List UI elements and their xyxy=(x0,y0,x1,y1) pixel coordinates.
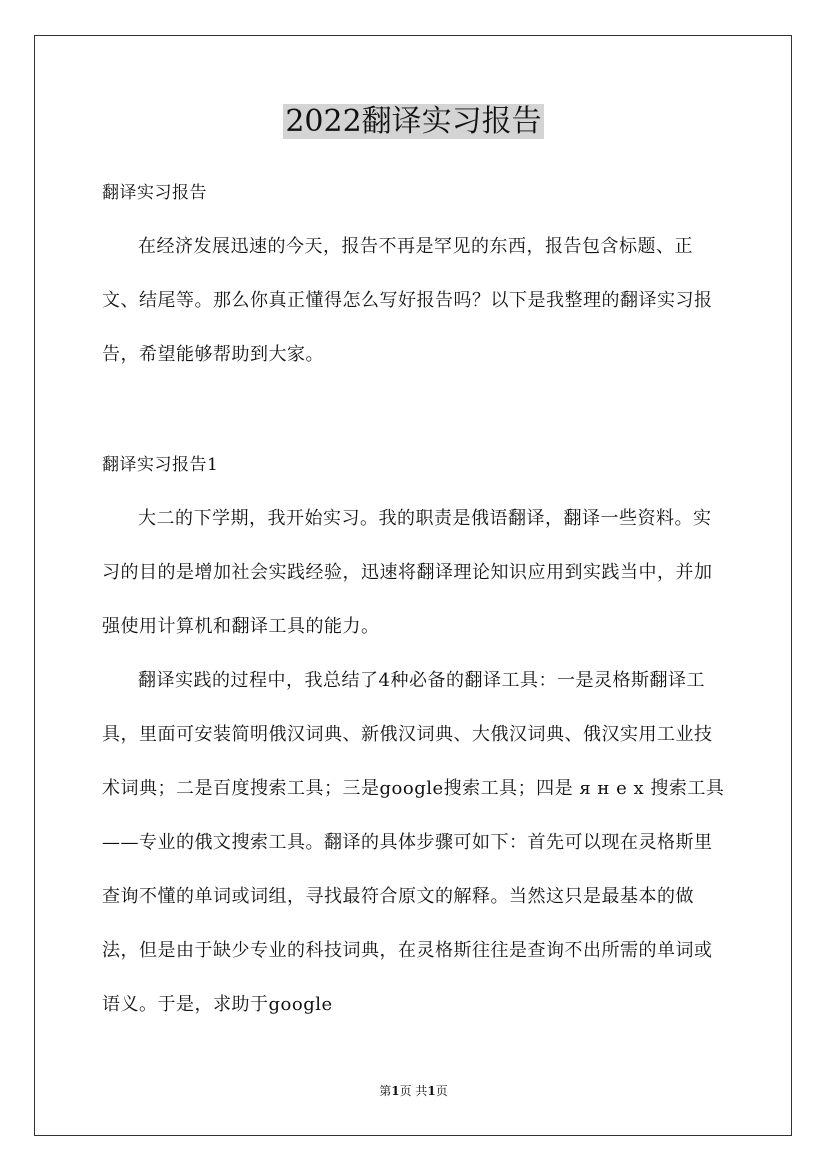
page-footer xyxy=(0,1083,827,1099)
footer-prefix: 第 xyxy=(379,1084,392,1098)
footer-total-pages: 1 xyxy=(427,1084,436,1098)
section1-paragraph-1: 大二的下学期，我开始实习。我的职责是俄语翻译，翻译一些资料。实习的目的是增加社会实践经验，迅速将翻译理论知识应用到实践当中，并加强使用计算机和翻译工具的能力。 xyxy=(102,508,713,637)
footer-suffix: 页 xyxy=(435,1084,448,1098)
document-title-text: 2022翻译实习报告 xyxy=(285,104,542,139)
document-title xyxy=(0,100,827,144)
footer-current-page: 1 xyxy=(391,1084,400,1098)
section1-paragraph-2: 翻译实践的过程中，我总结了4种必备的翻译工具：一是灵格斯翻译工具，里面可安装简明俄汉词典、新俄汉词典、大俄汉词典、俄汉实用工业技术词典；二是百度搜索工具；三是google搜索工具；四是 я н е х 搜索工具——专业的俄文搜索工具。翻译的具体步骤可如下：首先可以现在灵格斯里查询不懂的单词或词组，寻找最符合原文的解释。当然这只是最基本的做法，但是由于缺少专业的科技词典，在灵格斯往往是查询不出所需的单词或语义。于是，求助于google xyxy=(102,670,725,1015)
footer-mid: 页 共 xyxy=(399,1084,428,1098)
section1-heading: 翻译实习报告1 xyxy=(102,455,219,475)
document-subtitle: 翻译实习报告 xyxy=(102,183,207,203)
intro-paragraph: 在经济发展迅速的今天，报告不再是罕见的东西，报告包含标题、正文、结尾等。那么你真正懂得怎么写好报告吗？以下是我整理的翻译实习报告，希望能够帮助到大家。 xyxy=(102,236,713,365)
